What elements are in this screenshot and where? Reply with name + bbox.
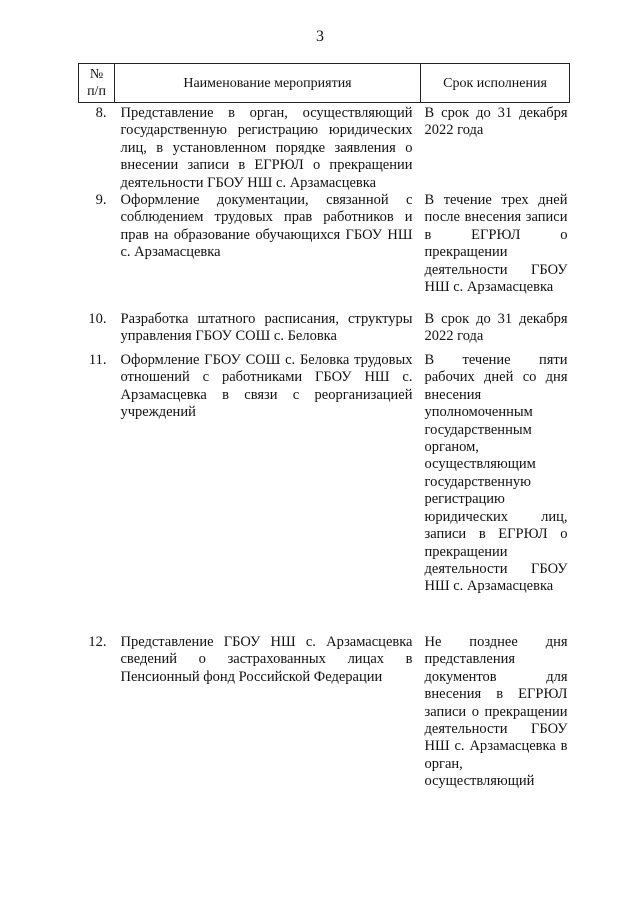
row-deadline: В срок до 31 декабря 2022 года: [424, 105, 568, 139]
row-number: 9.: [95, 192, 107, 209]
row-deadline: В срок до 31 декабря 2022 года: [424, 311, 568, 345]
row-deadline: В течение трех дней после внесения записи в ЕГРЮЛ о прекращении деятельности ГБОУ НШ с. Арзамасцевка: [424, 192, 568, 296]
header-number: № п/п: [79, 64, 115, 103]
row-deadline: В течение пяти рабочих дней со дня внесения уполномоченным государственным органом, осуществляющим государственную регистрацию юридических лиц, записи в ЕГРЮЛ о прекращении деятельности ГБОУ НШ с. Арзамасцевка: [424, 352, 568, 595]
table-row: [79, 352, 570, 634]
table-row: [79, 311, 570, 352]
row-activity: Представление ГБОУ НШ с. Арзамасцевка сведений о застрахованных лицах в Пенсионный фонд Российской Федерации: [120, 634, 413, 685]
row-activity: Оформление ГБОУ СОШ с. Беловка трудовых отношений с работниками ГБОУ НШ с. Арзамасцевка в связи с реорганизацией учреждений: [120, 352, 413, 421]
header-name: Наименование мероприятия: [115, 64, 421, 103]
header-deadline: Срок исполнения: [421, 64, 570, 103]
table-header-row: [79, 64, 570, 103]
page-number: 3: [316, 28, 324, 45]
table-row: [79, 192, 570, 311]
row-number: 11.: [88, 352, 107, 369]
table-row: [79, 634, 570, 791]
row-deadline: Не позднее дня представления документов для внесения в ЕГРЮЛ записи о прекращении деятельности ГБОУ НШ с. Арзамасцевка в орган, осуществляющий: [424, 634, 568, 790]
row-number: 8.: [95, 105, 107, 121]
row-activity: Оформление документации, связанной с соблюдением трудовых прав работников и прав на образование обучающихся ГБОУ НШ с. Арзамасцевка: [120, 192, 413, 261]
row-activity: Разработка штатного расписания, структуры управления ГБОУ СОШ с. Беловка: [120, 311, 413, 345]
action-plan-table: [78, 63, 570, 791]
row-activity: Представление в орган, осуществляющий государственную регистрацию юридических лиц, в установленном порядке заявления о внесении записи в ЕГРЮЛ о прекращении деятельности ГБОУ НШ с. Арзамасцевка: [120, 105, 413, 191]
row-number: 12.: [88, 634, 107, 651]
row-number: 10.: [88, 311, 107, 328]
table-row: [79, 103, 570, 193]
